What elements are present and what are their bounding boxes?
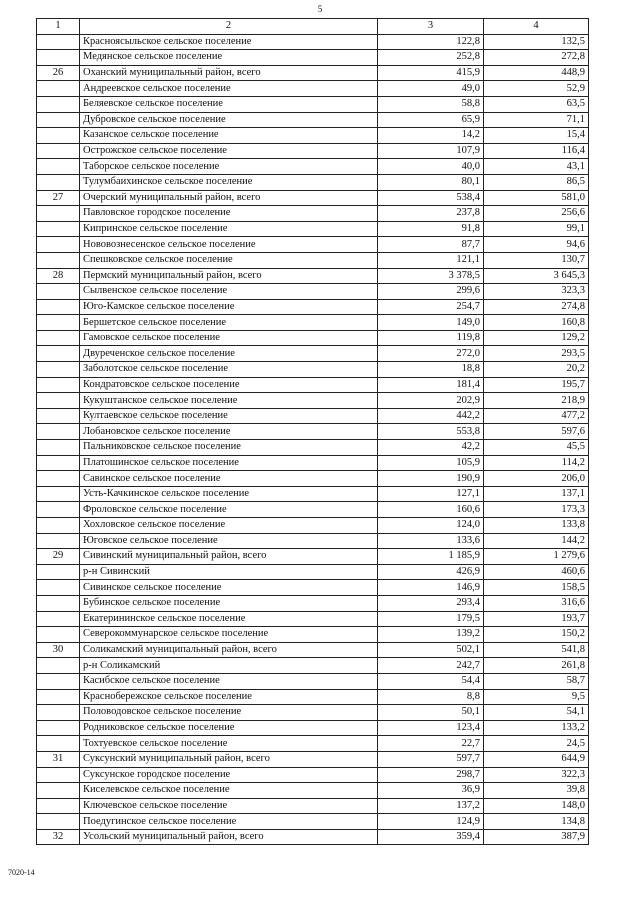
row-value-col4: 448,9 (484, 65, 589, 81)
row-name: Соликамский муниципальный район, всего (80, 642, 378, 658)
row-value-col4: 116,4 (484, 143, 589, 159)
row-value-col4: 86,5 (484, 174, 589, 190)
row-value-col4: 3 645,3 (484, 268, 589, 284)
row-value-col4: 206,0 (484, 471, 589, 487)
table-body (37, 34, 589, 845)
row-value-col3: 597,7 (378, 751, 484, 767)
row-value-col4: 644,9 (484, 751, 589, 767)
row-value-col4: 150,2 (484, 627, 589, 643)
row-name: Андреевское сельское поселение (80, 81, 378, 97)
row-value-col3: 179,5 (378, 611, 484, 627)
row-value-col4: 274,8 (484, 299, 589, 315)
row-value-col4: 132,5 (484, 34, 589, 50)
row-number: 29 (37, 549, 80, 565)
row-number (37, 580, 80, 596)
row-value-col4: 460,6 (484, 564, 589, 580)
row-value-col4: 9,5 (484, 689, 589, 705)
row-number (37, 81, 80, 97)
row-value-col3: 22,7 (378, 736, 484, 752)
row-number: 26 (37, 65, 80, 81)
table-row (37, 767, 589, 783)
row-value-col3: 54,4 (378, 673, 484, 689)
row-number (37, 673, 80, 689)
row-number (37, 346, 80, 362)
row-value-col3: 42,2 (378, 440, 484, 456)
table-row (37, 829, 589, 845)
row-name: Сивинский муниципальный район, всего (80, 549, 378, 565)
table-row (37, 362, 589, 378)
row-value-col3: 121,1 (378, 252, 484, 268)
row-number (37, 174, 80, 190)
table-row (37, 81, 589, 97)
row-number (37, 783, 80, 799)
row-value-col3: 181,4 (378, 377, 484, 393)
row-name: Заболотское сельское поселение (80, 362, 378, 378)
row-value-col3: 65,9 (378, 112, 484, 128)
row-value-col4: 133,2 (484, 720, 589, 736)
row-name: Ключевское сельское поселение (80, 798, 378, 814)
table-row (37, 705, 589, 721)
header-col-2: 2 (80, 19, 378, 35)
table-row (37, 112, 589, 128)
row-value-col4: 20,2 (484, 362, 589, 378)
row-value-col4: 39,8 (484, 783, 589, 799)
row-value-col3: 127,1 (378, 486, 484, 502)
row-number (37, 767, 80, 783)
table-row (37, 533, 589, 549)
row-name: Родниковское сельское поселение (80, 720, 378, 736)
row-name: Тулумбаихинское сельское поселение (80, 174, 378, 190)
row-value-col3: 254,7 (378, 299, 484, 315)
row-value-col4: 148,0 (484, 798, 589, 814)
row-name: Острожское сельское поселение (80, 143, 378, 159)
row-name: Платошинское сельское поселение (80, 455, 378, 471)
row-value-col4: 58,7 (484, 673, 589, 689)
row-value-col4: 114,2 (484, 455, 589, 471)
table-row (37, 611, 589, 627)
row-number (37, 315, 80, 331)
row-number (37, 408, 80, 424)
row-value-col3: 40,0 (378, 159, 484, 175)
row-value-col3: 139,2 (378, 627, 484, 643)
row-value-col4: 54,1 (484, 705, 589, 721)
row-value-col4: 52,9 (484, 81, 589, 97)
row-value-col4: 173,3 (484, 502, 589, 518)
row-value-col3: 415,9 (378, 65, 484, 81)
row-name: Оханский муниципальный район, всего (80, 65, 378, 81)
row-value-col4: 541,8 (484, 642, 589, 658)
row-number (37, 252, 80, 268)
row-name: Кондратовское сельское поселение (80, 377, 378, 393)
row-name: Пальниковское сельское поселение (80, 440, 378, 456)
row-name: Нововознесенское сельское поселение (80, 237, 378, 253)
table-row (37, 751, 589, 767)
row-value-col3: 3 378,5 (378, 268, 484, 284)
row-value-col3: 14,2 (378, 128, 484, 144)
table-row (37, 65, 589, 81)
table-row (37, 720, 589, 736)
table-row (37, 299, 589, 315)
row-name: Краснобережское сельское поселение (80, 689, 378, 705)
header-col-1: 1 (37, 19, 80, 35)
row-value-col3: 49,0 (378, 81, 484, 97)
table-row (37, 549, 589, 565)
row-number (37, 362, 80, 378)
row-value-col3: 137,2 (378, 798, 484, 814)
row-name: Сылвенское сельское поселение (80, 284, 378, 300)
row-value-col3: 502,1 (378, 642, 484, 658)
row-name: Поедугинское сельское поселение (80, 814, 378, 830)
row-number (37, 518, 80, 534)
row-name: Бубинское сельское поселение (80, 595, 378, 611)
table-row (37, 736, 589, 752)
table-row (37, 174, 589, 190)
row-number (37, 658, 80, 674)
row-name: р-н Соликамский (80, 658, 378, 674)
row-number (37, 564, 80, 580)
row-name: р-н Сивинский (80, 564, 378, 580)
row-value-col3: 119,8 (378, 330, 484, 346)
row-value-col4: 581,0 (484, 190, 589, 206)
row-number (37, 112, 80, 128)
row-number (37, 533, 80, 549)
row-name: Павловское городское поселение (80, 206, 378, 222)
table-row (37, 642, 589, 658)
row-value-col3: 8,8 (378, 689, 484, 705)
row-name: Красноясыльское сельское поселение (80, 34, 378, 50)
row-number (37, 237, 80, 253)
row-number (37, 440, 80, 456)
table-row (37, 315, 589, 331)
row-number: 32 (37, 829, 80, 845)
table-row (37, 440, 589, 456)
row-value-col4: 387,9 (484, 829, 589, 845)
row-number (37, 50, 80, 66)
table-row (37, 346, 589, 362)
row-value-col3: 1 185,9 (378, 549, 484, 565)
row-value-col4: 316,6 (484, 595, 589, 611)
row-value-col3: 36,9 (378, 783, 484, 799)
row-value-col3: 133,6 (378, 533, 484, 549)
row-number (37, 720, 80, 736)
row-value-col4: 133,8 (484, 518, 589, 534)
row-value-col3: 299,6 (378, 284, 484, 300)
row-value-col4: 63,5 (484, 96, 589, 112)
row-value-col4: 477,2 (484, 408, 589, 424)
row-name: Беляевское сельское поселение (80, 96, 378, 112)
row-name: Дубровское сельское поселение (80, 112, 378, 128)
table-row (37, 502, 589, 518)
row-name: Северокоммунарское сельское поселение (80, 627, 378, 643)
row-number (37, 627, 80, 643)
table-row (37, 268, 589, 284)
row-number (37, 486, 80, 502)
row-name: Савинское сельское поселение (80, 471, 378, 487)
row-value-col3: 80,1 (378, 174, 484, 190)
row-name: Медянское сельское поселение (80, 50, 378, 66)
row-value-col4: 1 279,6 (484, 549, 589, 565)
table-row (37, 689, 589, 705)
row-number: 28 (37, 268, 80, 284)
row-name: Гамовское сельское поселение (80, 330, 378, 346)
row-value-col3: 91,8 (378, 221, 484, 237)
row-value-col3: 538,4 (378, 190, 484, 206)
row-value-col3: 146,9 (378, 580, 484, 596)
row-name: Таборское сельское поселение (80, 159, 378, 175)
row-number (37, 284, 80, 300)
row-number: 30 (37, 642, 80, 658)
row-name: Пермский муниципальный район, всего (80, 268, 378, 284)
table-row (37, 658, 589, 674)
document-code: 7020-14 (8, 868, 35, 877)
row-value-col3: 553,8 (378, 424, 484, 440)
row-number (37, 206, 80, 222)
row-value-col4: 193,7 (484, 611, 589, 627)
row-name: Половодовское сельское поселение (80, 705, 378, 721)
row-name: Лобановское сельское поселение (80, 424, 378, 440)
row-name: Хохловское сельское поселение (80, 518, 378, 534)
row-number (37, 798, 80, 814)
row-name: Юго-Камское сельское поселение (80, 299, 378, 315)
row-name: Суксунское городское поселение (80, 767, 378, 783)
row-value-col4: 218,9 (484, 393, 589, 409)
row-number (37, 736, 80, 752)
row-number (37, 455, 80, 471)
row-value-col3: 252,8 (378, 50, 484, 66)
table-row (37, 580, 589, 596)
table-row (37, 128, 589, 144)
row-number (37, 299, 80, 315)
row-value-col4: 43,1 (484, 159, 589, 175)
row-name: Юговское сельское поселение (80, 533, 378, 549)
row-value-col4: 45,5 (484, 440, 589, 456)
row-number (37, 502, 80, 518)
row-value-col4: 94,6 (484, 237, 589, 253)
row-value-col3: 124,9 (378, 814, 484, 830)
table-row (37, 330, 589, 346)
row-number: 27 (37, 190, 80, 206)
row-name: Спешковское сельское поселение (80, 252, 378, 268)
row-value-col3: 18,8 (378, 362, 484, 378)
table-row (37, 627, 589, 643)
row-value-col3: 149,0 (378, 315, 484, 331)
row-name: Сивинское сельское поселение (80, 580, 378, 596)
table-row (37, 252, 589, 268)
header-col-4: 4 (484, 19, 589, 35)
table-row (37, 455, 589, 471)
row-number (37, 471, 80, 487)
table-row (37, 673, 589, 689)
row-value-col4: 137,1 (484, 486, 589, 502)
row-value-col3: 123,4 (378, 720, 484, 736)
row-name: Кукуштанское сельское поселение (80, 393, 378, 409)
table-row (37, 471, 589, 487)
row-value-col3: 124,0 (378, 518, 484, 534)
row-name: Фроловское сельское поселение (80, 502, 378, 518)
row-number (37, 159, 80, 175)
row-number (37, 34, 80, 50)
row-value-col4: 129,2 (484, 330, 589, 346)
row-number: 31 (37, 751, 80, 767)
table-row (37, 221, 589, 237)
row-value-col4: 195,7 (484, 377, 589, 393)
row-name: Тохтуевское сельское поселение (80, 736, 378, 752)
row-name: Очерский муниципальный район, всего (80, 190, 378, 206)
table-row (37, 564, 589, 580)
row-number (37, 424, 80, 440)
row-name: Суксунский муниципальный район, всего (80, 751, 378, 767)
row-value-col3: 426,9 (378, 564, 484, 580)
table-row (37, 34, 589, 50)
row-name: Бершетское сельское поселение (80, 315, 378, 331)
row-value-col3: 122,8 (378, 34, 484, 50)
row-value-col4: 130,7 (484, 252, 589, 268)
row-name: Казанское сельское поселение (80, 128, 378, 144)
row-value-col4: 134,8 (484, 814, 589, 830)
row-value-col3: 50,1 (378, 705, 484, 721)
row-value-col3: 242,7 (378, 658, 484, 674)
row-value-col3: 107,9 (378, 143, 484, 159)
row-value-col4: 293,5 (484, 346, 589, 362)
row-number (37, 689, 80, 705)
row-value-col4: 99,1 (484, 221, 589, 237)
header-col-3: 3 (378, 19, 484, 35)
row-value-col3: 87,7 (378, 237, 484, 253)
row-value-col4: 71,1 (484, 112, 589, 128)
table-row (37, 518, 589, 534)
row-value-col3: 190,9 (378, 471, 484, 487)
row-number (37, 330, 80, 346)
table-row (37, 798, 589, 814)
budget-table (36, 18, 589, 845)
row-number (37, 377, 80, 393)
row-value-col3: 105,9 (378, 455, 484, 471)
row-value-col4: 24,5 (484, 736, 589, 752)
row-number (37, 814, 80, 830)
row-number (37, 595, 80, 611)
table-row (37, 486, 589, 502)
table-row (37, 814, 589, 830)
row-number (37, 221, 80, 237)
row-number (37, 96, 80, 112)
table-row (37, 284, 589, 300)
row-name: Киселевское сельское поселение (80, 783, 378, 799)
table-row (37, 190, 589, 206)
row-name: Екатерининское сельское поселение (80, 611, 378, 627)
row-value-col3: 298,7 (378, 767, 484, 783)
row-name: Кипринское сельское поселение (80, 221, 378, 237)
table-row (37, 424, 589, 440)
table-row (37, 595, 589, 611)
row-value-col4: 322,3 (484, 767, 589, 783)
table-header-row (37, 19, 589, 35)
row-value-col4: 261,8 (484, 658, 589, 674)
row-value-col3: 160,6 (378, 502, 484, 518)
row-name: Касибское сельское поселение (80, 673, 378, 689)
table-row (37, 96, 589, 112)
row-name: Култаевское сельское поселение (80, 408, 378, 424)
row-value-col4: 323,3 (484, 284, 589, 300)
table-row (37, 143, 589, 159)
row-number (37, 143, 80, 159)
table-row (37, 50, 589, 66)
table-row (37, 783, 589, 799)
table-row (37, 393, 589, 409)
row-number (37, 611, 80, 627)
row-name: Усольский муниципальный район, всего (80, 829, 378, 845)
page-number: 5 (317, 4, 323, 14)
row-value-col3: 202,9 (378, 393, 484, 409)
row-name: Усть-Качкинское сельское поселение (80, 486, 378, 502)
row-name: Двуреченское сельское поселение (80, 346, 378, 362)
table-row (37, 159, 589, 175)
table-row (37, 206, 589, 222)
row-value-col4: 256,6 (484, 206, 589, 222)
row-value-col3: 359,4 (378, 829, 484, 845)
table-row (37, 408, 589, 424)
row-value-col4: 144,2 (484, 533, 589, 549)
row-value-col3: 293,4 (378, 595, 484, 611)
row-number (37, 393, 80, 409)
row-value-col4: 158,5 (484, 580, 589, 596)
row-value-col4: 597,6 (484, 424, 589, 440)
table-row (37, 237, 589, 253)
row-value-col3: 272,0 (378, 346, 484, 362)
row-value-col4: 160,8 (484, 315, 589, 331)
row-value-col4: 15,4 (484, 128, 589, 144)
row-value-col4: 272,8 (484, 50, 589, 66)
row-value-col3: 237,8 (378, 206, 484, 222)
table-row (37, 377, 589, 393)
row-value-col3: 58,8 (378, 96, 484, 112)
row-number (37, 705, 80, 721)
row-value-col3: 442,2 (378, 408, 484, 424)
row-number (37, 128, 80, 144)
